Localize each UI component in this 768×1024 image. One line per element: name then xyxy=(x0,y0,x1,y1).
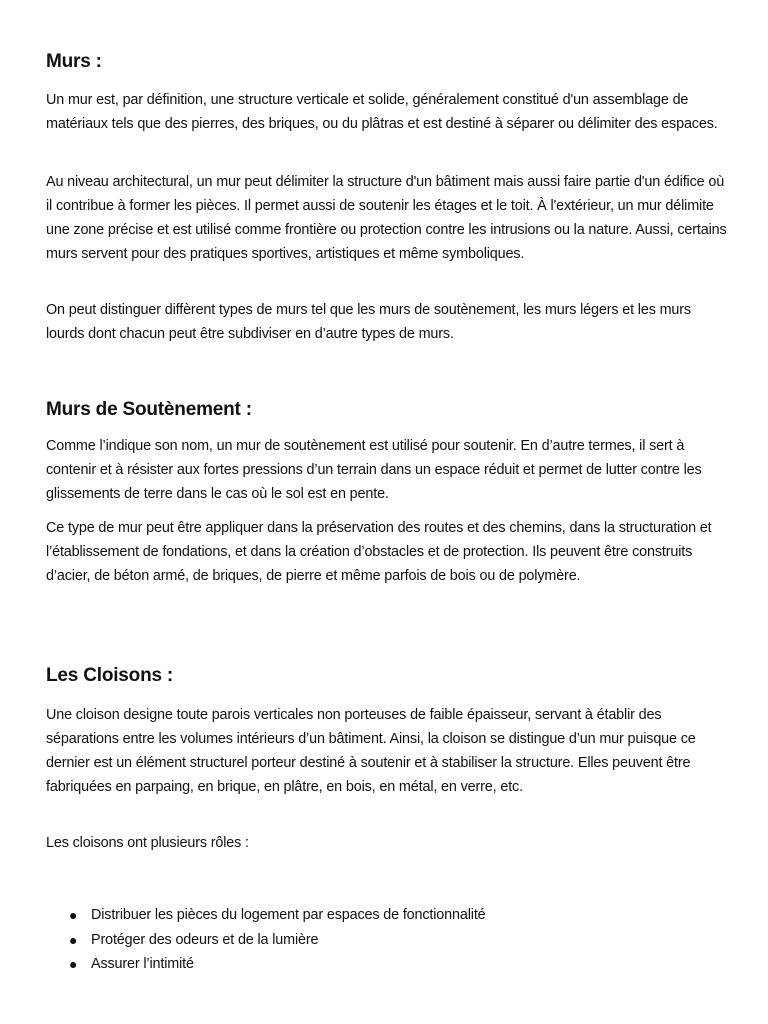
list-item xyxy=(46,928,486,953)
section-heading-murs: Murs : xyxy=(46,51,102,72)
list-item xyxy=(46,952,486,977)
paragraph: Ce type de mur peut être appliquer dans la préservation des routes et des chemins, dans la structuration et l’établissement de fondations, et dans la création d’obstacles et de protection. Ils peuvent être construits d’acier, de béton armé, de briques, de pierre et même parfois de bois ou de polymère. xyxy=(46,520,712,584)
paragraph: Une cloison designe toute parois verticales non porteuses de faible épaisseur, servant à établir des séparations entre les volumes intérieurs d’un bâtiment. Ainsi, la cloison se distingue d’un mur puisque ce dernier est un élément structurel porteur destiné à soutenir et à stabiliser la structure. Elles peuvent être fabriquées en parpaing, en brique, en plâtre, en bois, en métal, en verre, etc. xyxy=(46,707,696,795)
section-heading-cloisons: Les Cloisons : xyxy=(46,665,174,686)
bullet-icon: ● xyxy=(69,907,78,923)
paragraph: Comme l’indique son nom, un mur de soutènement est utilisé pour soutenir. En d’autre termes, il sert à contenir et à résister aux fortes pressions d’un terrain dans un espace réduit et permet de lutter contre les glissements de terre dans le cas où le sol est en pente. xyxy=(46,438,702,502)
list-item-text: Protéger des odeurs et de la lumière xyxy=(91,931,319,948)
paragraph: On peut distinguer diffèrent types de murs tel que les murs de soutènement, les murs légers et les murs lourds dont chacun peut être subdiviser en d’autre types de murs. xyxy=(46,302,691,342)
list-item-text: Distribuer les pièces du logement par espaces de fonctionnalité xyxy=(91,907,486,923)
bullet-list xyxy=(46,903,486,977)
bullet-icon: ● xyxy=(69,931,78,948)
list-item xyxy=(46,903,486,928)
section-heading-soutenement: Murs de Soutènement : xyxy=(46,399,252,420)
paragraph: Les cloisons ont plusieurs rôles : xyxy=(46,835,249,851)
bullet-icon: ● xyxy=(69,956,78,972)
paragraph: Un mur est, par définition, une structure verticale et solide, généralement constitué d'un assemblage de matériaux tels que des pierres, des briques, ou du plâtras et est destiné à séparer ou délimiter des espaces. xyxy=(46,92,718,132)
paragraph: Au niveau architectural, un mur peut délimiter la structure d'un bâtiment mais aussi faire partie d'un édifice où il contribue à former les pièces. Il permet aussi de soutenir les étages et le toit. À l'extérieur, un mur délimite une zone précise et est utilisé comme frontière ou protection contre les intrusions ou la nature. Aussi, certains murs servent pour des pratiques sportives, artistiques et même symboliques. xyxy=(46,174,727,262)
list-item-text: Assurer l’intimité xyxy=(91,956,194,972)
